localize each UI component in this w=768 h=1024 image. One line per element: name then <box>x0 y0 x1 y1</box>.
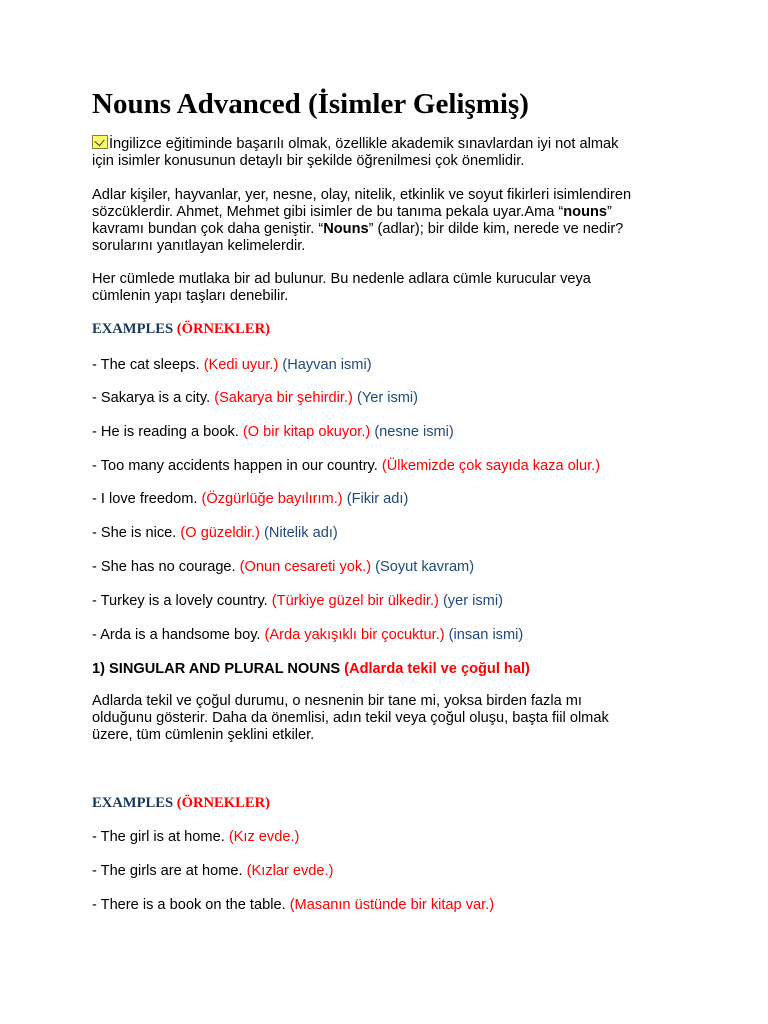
definition-bold-nouns-2: Nouns <box>323 221 369 237</box>
definition-line-2: sözcüklerdir. Ahmet, Mehmet gibi isimler de bu tanıma pekala uyar.Ama “ <box>92 204 564 220</box>
example-item: - She has no courage. (Onun cesareti yok.) (Soyut kavram) <box>92 559 475 575</box>
intro-line-1: İngilizce eğitiminde başarılı olmak, özellikle akademik sınavlardan iyi not almak <box>109 136 619 152</box>
note-icon <box>92 135 108 149</box>
example-item: - I love freedom. (Özgürlüğe bayılırım.) (Fikir adı) <box>92 491 409 507</box>
definition-paragraph: Adlar kişiler, hayvanlar, yer, nesne, olay, nitelik, etkinlik ve soyut fikirleri isimlendiren sözcüklerdir. Ahmet, Mehmet gibi isimler de bu tanıma pekala uyar.Ama “nouns” kavramı bundan çok daha geniştir. “Nouns” (adlar); bir dilde kim, nerede ve nedir? sorularını yanıtlayan kelimelerdir. <box>92 187 682 255</box>
example-item: - The girl is at home. (Kız evde.) <box>92 829 300 845</box>
example-item: - Arda is a handsome boy. (Arda yakışıklı bir çocuktur.) (insan ismi) <box>92 627 524 643</box>
definition-line-3: kavramı bundan çok daha geniştir. “ <box>92 221 324 237</box>
section-line-2: olduğunu gösterir. Daha da önemlisi, adın tekil veya çoğul oluşu, başta fiil olmak <box>92 710 609 726</box>
intro-paragraph <box>92 135 682 170</box>
definition-line-1: Adlar kişiler, hayvanlar, yer, nesne, olay, nitelik, etkinlik ve soyut fikirleri isimlendiren <box>92 187 632 203</box>
examples-heading: EXAMPLES (ÖRNEKLER) <box>92 795 270 811</box>
example-item: - Turkey is a lovely country. (Türkiye güzel bir ülkedir.) (yer ismi) <box>92 593 503 609</box>
example-item: - The cat sleeps. (Kedi uyur.) (Hayvan ismi) <box>92 357 372 373</box>
definition-line-4: sorularını yanıtlayan kelimelerdir. <box>92 238 306 254</box>
section-line-1: Adlarda tekil ve çoğul durumu, o nesnenin bir tane mi, yoksa birden fazla mı <box>92 693 582 709</box>
section-paragraph <box>92 693 682 744</box>
section-heading: 1) SINGULAR AND PLURAL NOUNS (Adlarda tekil ve çoğul hal) <box>92 661 530 677</box>
example-item: - There is a book on the table. (Masanın üstünde bir kitap var.) <box>92 897 495 913</box>
sentence-paragraph <box>92 271 682 305</box>
page-title: Nouns Advanced (İsimler Gelişmiş) <box>92 88 529 120</box>
example-item: - Too many accidents happen in our country. (Ülkemizde çok sayıda kaza olur.) <box>92 458 601 474</box>
sentence-line-1: Her cümlede mutlaka bir ad bulunur. Bu nedenle adlara cümle kurucular veya <box>92 271 591 287</box>
example-item: - He is reading a book. (O bir kitap okuyor.) (nesne ismi) <box>92 424 454 440</box>
example-item: - The girls are at home. (Kızlar evde.) <box>92 863 334 879</box>
examples-heading: EXAMPLES (ÖRNEKLER) <box>92 321 270 337</box>
intro-line-2: için isimler konusunun detaylı bir şekilde öğrenilmesi çok önemlidir. <box>92 153 525 169</box>
example-item: - Sakarya is a city. (Sakarya bir şehirdir.) (Yer ismi) <box>92 390 419 406</box>
sentence-line-2: cümlenin yapı taşları denebilir. <box>92 288 289 304</box>
section-line-3: üzere, tüm cümlenin şeklini etkiler. <box>92 727 315 743</box>
definition-bold-nouns: nouns <box>563 204 608 220</box>
example-item: - She is nice. (O güzeldir.) (Nitelik adı) <box>92 525 338 541</box>
